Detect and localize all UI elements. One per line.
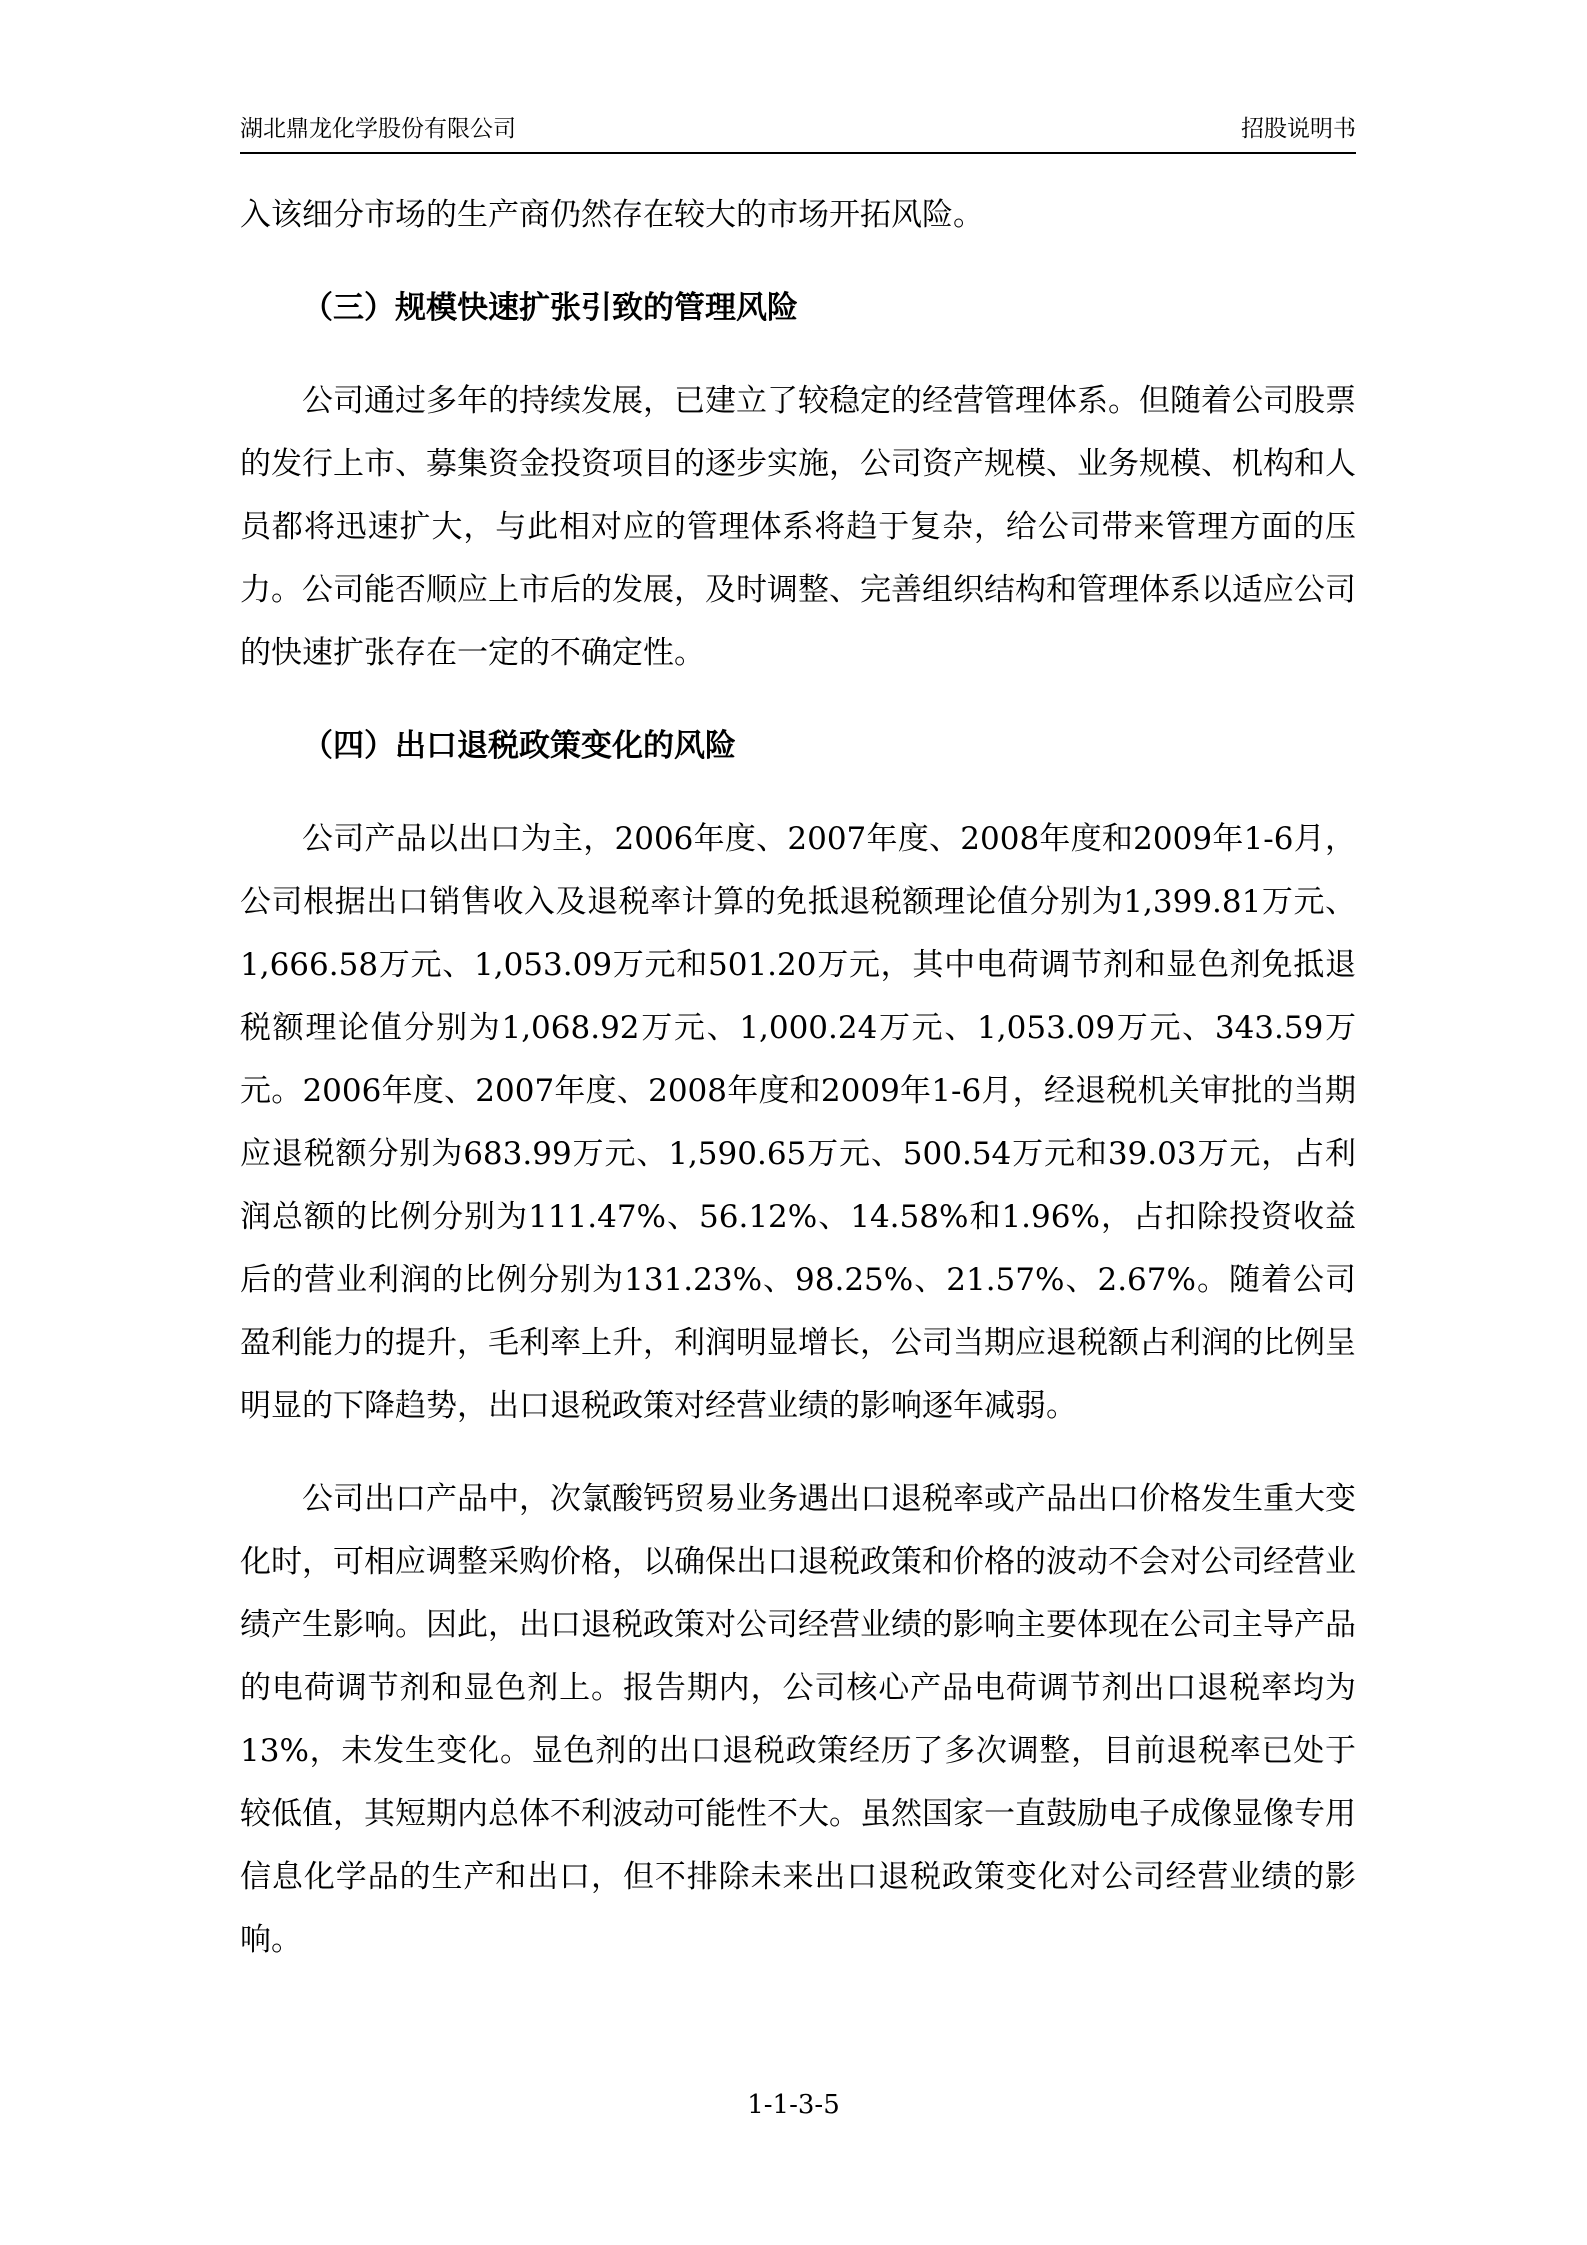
header-company-name: 湖北鼎龙化学股份有限公司 [240,116,516,142]
page-header [240,112,1356,154]
header-document-type: 招股说明书 [1241,116,1356,142]
section-heading-export-tax-rebate-risk: （四）出口退税政策变化的风险 [302,728,736,764]
section-heading-management-risk: （三）规模快速扩张引致的管理风险 [302,290,798,326]
page-number: 1-1-3-5 [747,2090,840,2120]
paragraph-export-tax-rebate-figures: 公司产品以出口为主，2006年度、2007年度、2008年度和2009年1-6月，公司根据出口销售收入及退税率计算的免抵退税额理论值分别为1,399.81万元、1,666.58万元、1,053.09万元和501.20万元，其中电荷调节剂和显色剂免抵退税额理论值分别为1,068.92万元、1,000.24万元、1,053.09万元、343.59万元。2006年度、2007年度、2008年度和2009年1-6月，经退税机关审批的当期应退税额分别为683.99万元、1,590.65万元、500.54万元和39.03万元，占利润总额的比例分别为111.47%、56.12%、14.58%和1.96%，占扣除投资收益后的营业利润的比例分别为131.23%、98.25%、21.57%、2.67%。随着公司盈利能力的提升，毛利率上升，利润明显增长，公司当期应退税额占利润的比例呈明显的下降趋势，出口退税政策对经营业绩的影响逐年减弱。 [240,821,1356,1424]
paragraph-management-risk: 公司通过多年的持续发展，已建立了较稳定的经营管理体系。但随着公司股票的发行上市、募集资金投资项目的逐步实施，公司资产规模、业务规模、机构和人员都将迅速扩大，与此相对应的管理体系将趋于复杂，给公司带来管理方面的压力。公司能否顺应上市后的发展，及时调整、完善组织结构和管理体系以适应公司的快速扩张存在一定的不确定性。 [240,383,1356,671]
paragraph-export-tax-rebate-impact: 公司出口产品中，次氯酸钙贸易业务遇出口退税率或产品出口价格发生重大变化时，可相应调整采购价格，以确保出口退税政策和价格的波动不会对公司经营业绩产生影响。因此，出口退税政策对公司经营业绩的影响主要体现在公司主导产品的电荷调节剂和显色剂上。报告期内，公司核心产品电荷调节剂出口退税率均为13%，未发生变化。显色剂的出口退税政策经历了多次调整，目前退税率已处于较低值，其短期内总体不利波动可能性不大。虽然国家一直鼓励电子成像显像专用信息化学品的生产和出口，但不排除未来出口退税政策变化对公司经营业绩的影响。 [240,1481,1356,1958]
continuation-paragraph: 入该细分市场的生产商仍然存在较大的市场开拓风险。 [240,197,984,233]
document-body [240,184,1356,1972]
